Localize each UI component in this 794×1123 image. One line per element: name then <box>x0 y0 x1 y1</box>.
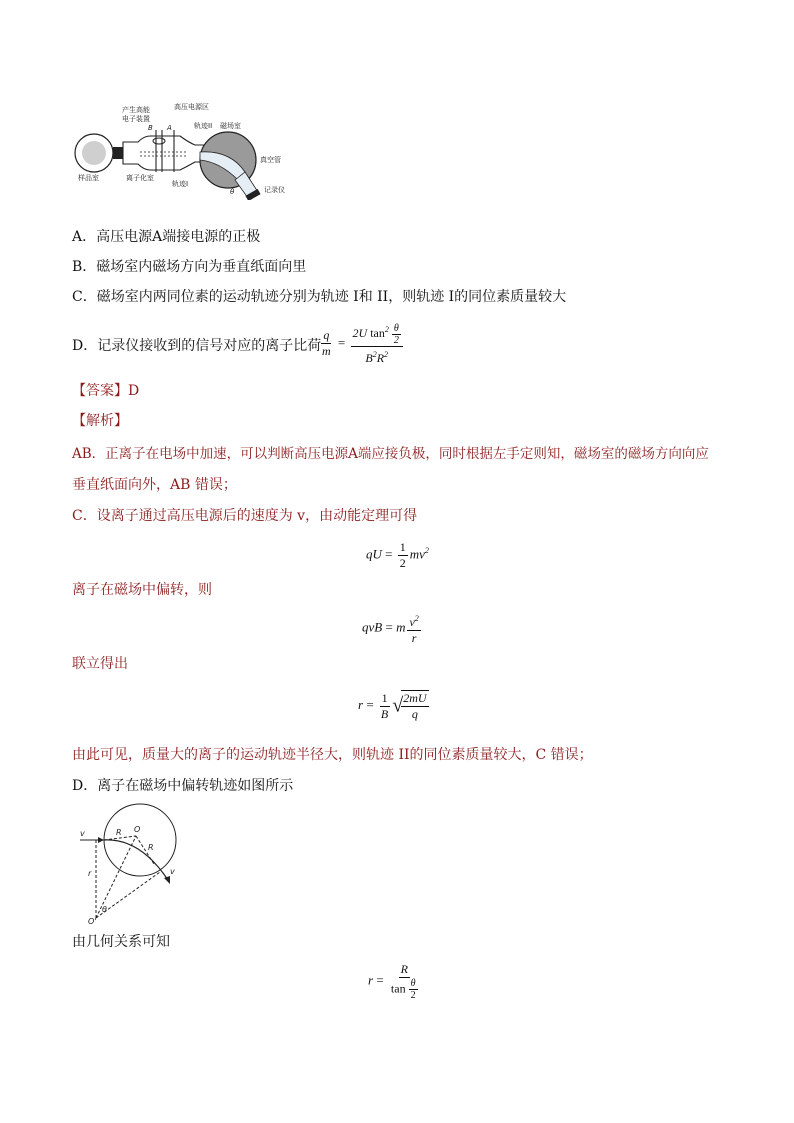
fig2-label-o: O <box>134 825 141 834</box>
answer-line: 【答案】D <box>72 383 140 399</box>
formula-charge-ratio: $\frac{q}{m}$ = 2U $\tan^2$ $\frac{\theta}{2}$ $B^2R^2$ <box>318 322 405 366</box>
fig2-label-v-in: v <box>80 829 85 838</box>
paragraph-deflection: 离子在磁场中偏转，则 <box>72 582 212 598</box>
paragraph-ab-2: 垂直纸面向外，AB 错误； <box>72 477 237 493</box>
label-ion: 离子化室 <box>126 174 154 182</box>
apparatus-figure <box>70 100 300 200</box>
fig2-label-theta: θ <box>102 905 107 914</box>
option-b: B．磁场室内磁场方向为垂直纸面向里 <box>72 259 307 275</box>
paragraph-d: D．离子在磁场中偏转轨迹如图所示 <box>72 778 294 794</box>
fig2-label-o-prime: O' <box>88 917 97 926</box>
label-gen-1: 产生高能 <box>122 106 150 114</box>
label-gen-2: 电子装置 <box>122 115 150 123</box>
label-a: A <box>167 124 172 132</box>
option-d <box>72 336 321 356</box>
paragraph-c: C．设离子通过高压电源后的速度为 v，由动能定理可得 <box>72 508 418 524</box>
fig2-label-v-out: v <box>170 867 175 876</box>
label-sample: 样品室 <box>78 174 99 182</box>
label-hv: 高压电源区 <box>174 103 209 111</box>
label-theta: θ <box>230 188 235 196</box>
label-track1: 轨迹I <box>172 180 189 188</box>
paragraph-combine: 联立得出 <box>72 656 128 672</box>
label-b: B <box>148 124 153 132</box>
label-magnet: 磁场室 <box>220 122 241 130</box>
paragraph-geometry: 由几何关系可知 <box>72 934 170 950</box>
option-d-text: D．记录仪接收到的信号对应的离子比荷 <box>72 338 322 354</box>
paragraph-conclusion-c: 由此可见，质量大的离子的运动轨迹半径大，则轨迹 II的同位素质量较大，C 错误； <box>72 747 593 763</box>
fig2-label-r1: R <box>116 828 122 837</box>
formula-kinetic-energy: qU = $\frac{1}{2}$ $mv^2$ <box>366 540 429 570</box>
deflection-figure <box>78 802 188 928</box>
fig2-label-r: r <box>88 869 92 878</box>
formula-lorentz: qvB = m $\frac{v^2}{r}$ <box>362 611 423 646</box>
analysis-title: 【解析】 <box>72 413 128 429</box>
label-recorder: 记录仪 <box>264 186 285 194</box>
formula-radius: r = $\frac{1}{B}$ √ $\frac{2mU}{q}$ <box>358 690 427 721</box>
fig2-label-r2: R <box>148 843 154 852</box>
option-a: A．高压电源A端接电源的正极 <box>72 229 261 245</box>
label-vacuum: 真空管 <box>260 156 281 164</box>
label-track2: 轨迹II <box>194 122 213 130</box>
paragraph-ab-1: AB．正离子在电场中加速，可以判断高压电源A端应接负极，同时根据左手定则知，磁场室的磁场方向向应 <box>72 446 709 462</box>
formula-geometry-radius: r = R tan $\frac{\theta}{2}$ <box>368 962 416 1001</box>
option-c: C．磁场室内两同位素的运动轨迹分别为轨迹 I和 II，则轨迹 I的同位素质量较大 <box>72 289 567 305</box>
